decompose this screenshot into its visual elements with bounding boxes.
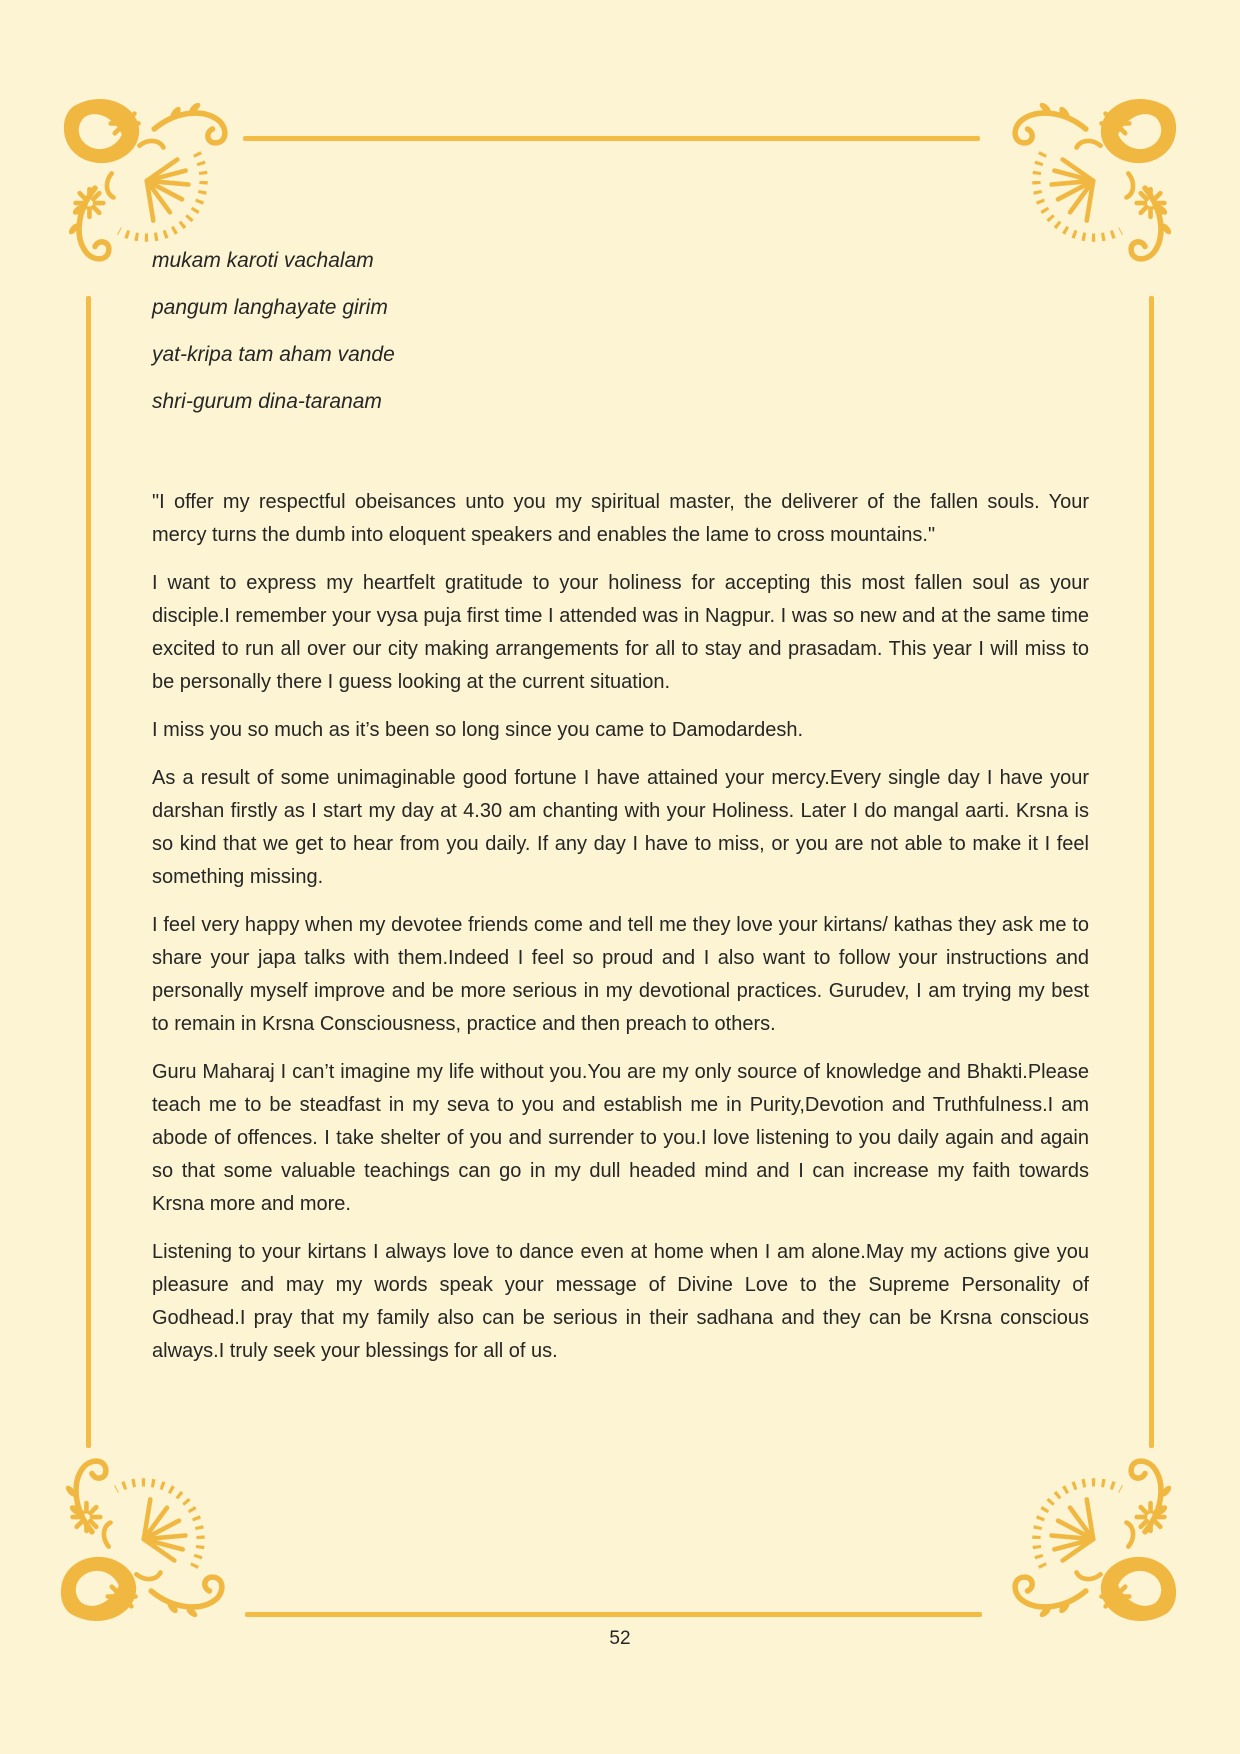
floral-corner-ornament-icon	[55, 1443, 240, 1628]
body-paragraph: I miss you so much as it’s been so long since you came to Damodardesh.	[152, 719, 804, 741]
border-line-top	[243, 136, 980, 141]
body-paragraph: Listening to your kirtans I always love to dance even at home when I am alone.May my actions give you pleasure and may my words speak your message of Divine Love to the Supreme Personality of Godhead.I pray that my family also can be serious in their sadhana and they can be Krsna conscious always.I truly seek your blessings for all of us.	[152, 1241, 1089, 1362]
page-number: 52	[609, 1628, 631, 1649]
body-paragraph: Guru Maharaj I can’t imagine my life without you.You are my only source of knowledge and Bhakti.Please teach me to be steadfast in my seva to you and establish me in Purity,Devotion and Truthfulness.I am abode of offences. I take shelter of you and surrender to you.I love listening to you daily again and again so that some valuable teachings can go in my dull headed mind and I can increase my faith towards Krsna more and more.	[152, 1061, 1089, 1215]
border-line-left	[86, 296, 91, 1448]
floral-corner-ornament-icon	[997, 92, 1182, 277]
letter-body	[152, 486, 1089, 1383]
verse-line: yat-kripa tam aham vande	[152, 343, 395, 366]
body-paragraph: As a result of some unimaginable good fortune I have attained your mercy.Every single day I have your darshan firstly as I start my day at 4.30 am chanting with your Holiness. Later I do mangal aarti. Krsna is so kind that we get to hear from you daily. If any day I have to miss, or you are not able to make it I feel something missing.	[152, 767, 1089, 888]
border-line-right	[1149, 296, 1154, 1448]
verse-line: shri-gurum dina-taranam	[152, 390, 382, 413]
body-paragraph: I want to express my heartfelt gratitude to your holiness for accepting this most fallen soul as your disciple.I remember your vysa puja first time I attended was in Nagpur. I was so new and at the same time excited to run all over our city making arrangements for all to stay and prasadam. This year I will miss to be personally there I guess looking at the current situation.	[152, 572, 1089, 693]
sanskrit-verse	[152, 244, 852, 432]
border-line-bottom	[245, 1612, 982, 1617]
verse-line: pangum langhayate girim	[152, 296, 388, 319]
body-paragraph: I feel very happy when my devotee friends come and tell me they love your kirtans/ kathas they ask me to share your japa talks with them.Indeed I feel so proud and I also want to follow your instructions and personally myself improve and be more serious in my devotional practices. Gurudev, I am trying my best to remain in Krsna Consciousness, practice and then preach to others.	[152, 914, 1089, 1035]
body-paragraph: "I offer my respectful obeisances unto you my spiritual master, the deliverer of the fallen souls. Your mercy turns the dumb into eloquent speakers and enables the lame to cross mountains."	[152, 491, 1089, 546]
verse-line: mukam karoti vachalam	[152, 249, 374, 272]
floral-corner-ornament-icon	[997, 1443, 1182, 1628]
